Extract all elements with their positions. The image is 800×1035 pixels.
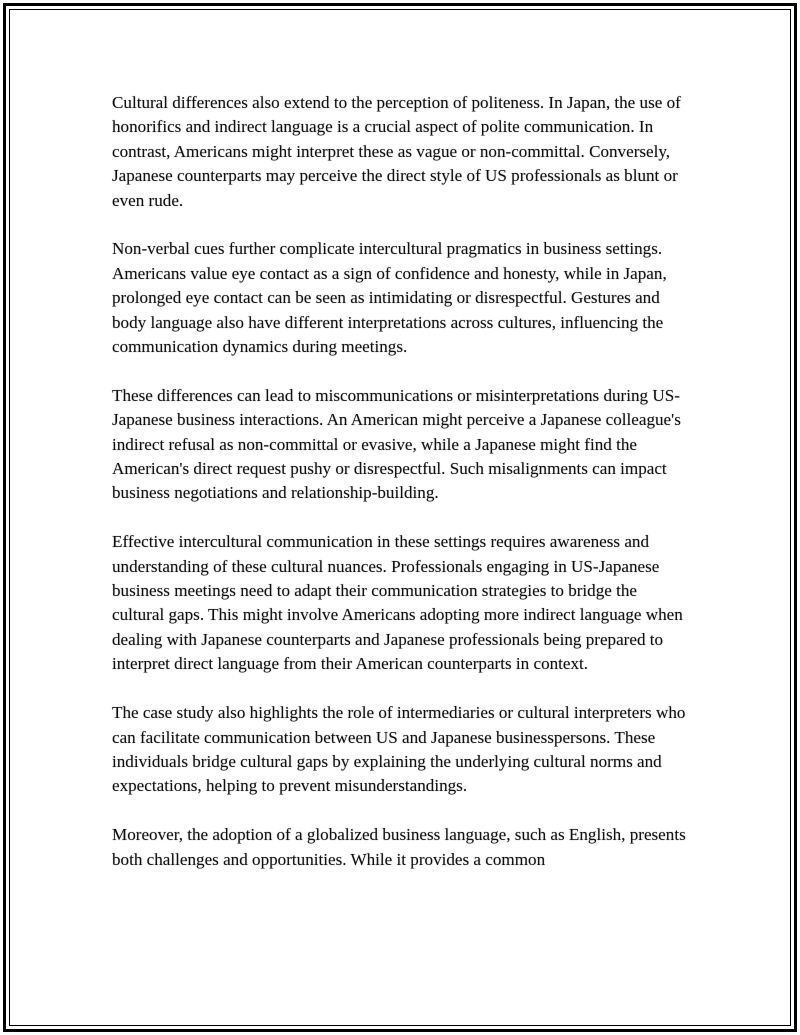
paragraph-globalized-language: Moreover, the adoption of a globalized business language, such as English, presents both challenges and opportunities. While it provides a common — [112, 825, 686, 869]
paragraph-politeness: Cultural differences also extend to the perception of politeness. In Japan, the use of honorifics and indirect language is a crucial aspect of polite communication. In contrast, Americans might interpret these as vague or non-committal. Conversely, Japanese counterparts may perceive the direct style of US professionals as blunt or even rude. — [112, 93, 681, 210]
paragraph-effective-communication: Effective intercultural communication in these settings requires awareness and understanding of these cultural nuances. Professionals engaging in US-Japanese business meetings need to adapt their communication strategies to bridge the cultural gaps. This might involve Americans adopting more indirect language when dealing with Japanese counterparts and Japanese professionals being prepared to interpret direct language from their American counterparts in context. — [112, 532, 683, 674]
paragraph-intermediaries: The case study also highlights the role of intermediaries or cultural interpreters who can facilitate communication between US and Japanese businesspersons. These individuals bridge cultural gaps by explaining the underlying cultural norms and expectations, helping to prevent misunderstandings. — [112, 703, 686, 796]
document-body — [112, 91, 692, 896]
paragraph-miscommunications: These differences can lead to miscommunications or misinterpretations during US-Japanese business interactions. An American might perceive a Japanese colleague's indirect refusal as non-committal or evasive, while a Japanese might find the American's direct request pushy or disrespectful. Such misalignments can impact business negotiations and relationship-building. — [112, 385, 681, 503]
paragraph-non-verbal-cues: Non-verbal cues further complicate intercultural pragmatics in business settings. Americans value eye contact as a sign of confidence and honesty, while in Japan, prolonged eye contact can be seen as intimidating or disrespectful. Gestures and body language also have different interpretations across cultures, influencing the communication dynamics during meetings. — [112, 239, 667, 357]
